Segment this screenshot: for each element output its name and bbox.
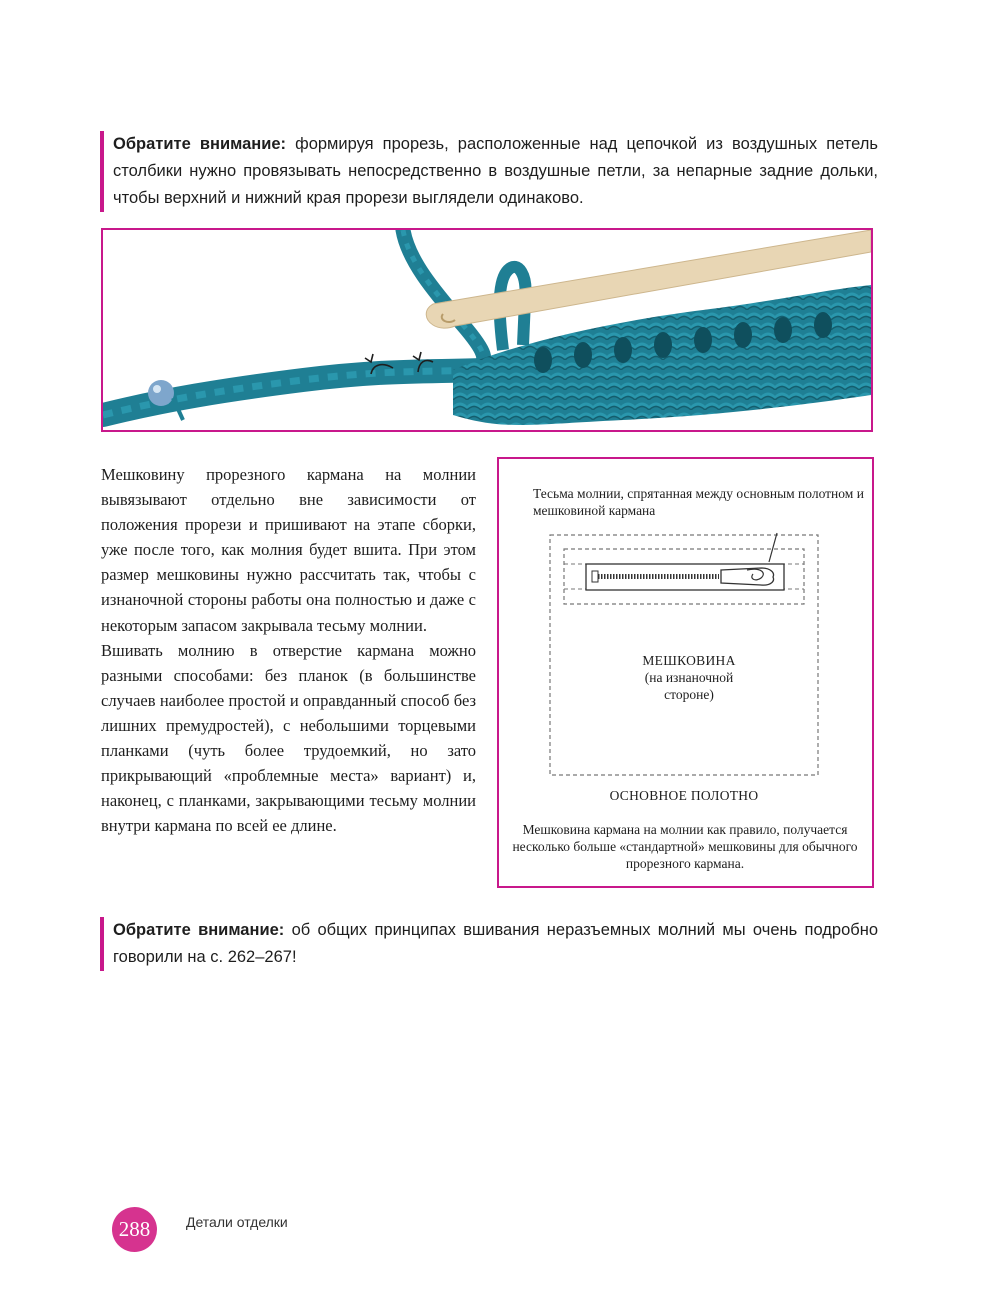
diagram-drawing <box>499 459 872 799</box>
crochet-photo <box>101 228 873 432</box>
body-paragraph-1: Мешковину прорезного кармана на молнии вывязывают отдельно вне зависимости от положения прорези и пришивают на этапе сборки, уже после того, как молния будет вшита. При этом размер мешковины нужно рассчитать так, чтобы с изнаночной стороны работы она полностью и даже с некоторым запасом закрывала тесьму молнии. <box>101 465 476 635</box>
body-text <box>101 462 476 838</box>
main-fabric-label: ОСНОВНОЕ ПОЛОТНО <box>609 788 759 803</box>
note-top-text: формируя прорезь, расположенные над цепочкой из воздушных петель столбики нужно провязывать непосредственно в воздушные петли, за непарные задние дольки, чтобы верхний и нижний края прорези выглядели одинаково. <box>113 135 878 207</box>
sack-label <box>579 652 799 703</box>
zipper-diagram <box>497 457 874 888</box>
note-top-label: Обратите внимание: <box>113 135 287 153</box>
note-bottom <box>100 917 878 971</box>
note-top <box>100 131 878 212</box>
sack-title: МЕШКОВИНА <box>642 653 736 668</box>
page-number: 288 <box>112 1207 157 1252</box>
sack-subtitle: (на изнаночной стороне) <box>644 670 734 702</box>
body-paragraph-2: Вшивать молнию в отверстие кармана можно разными способами: без планок (в большинстве случаев наиболее простой и оправданный способ без лишних премудростей), с небольшими торцевыми планками (чуть более трудоемкий, но зато прикрывающий «проблемные места» вариант) и, наконец, с планками, закрывающими тесьму молнии внутри кармана по всей ее длине. <box>101 640 476 836</box>
note-bottom-text: об общих принципах вшивания неразъемных молний мы очень подробно говорили на с. 262–267! <box>113 921 878 966</box>
diagram-caption: Мешковина кармана на молнии как правило, получается несколько больше «стандартной» мешковины для обычного прорезного кармана. <box>512 822 858 871</box>
tape-label: Тесьма молнии, спрятанная между основным полотном и мешковиной кармана <box>533 486 864 518</box>
crochet-photo-illustration <box>103 230 871 430</box>
section-title: Детали отделки <box>186 1214 288 1230</box>
note-bottom-label: Обратите внимание: <box>113 921 285 939</box>
